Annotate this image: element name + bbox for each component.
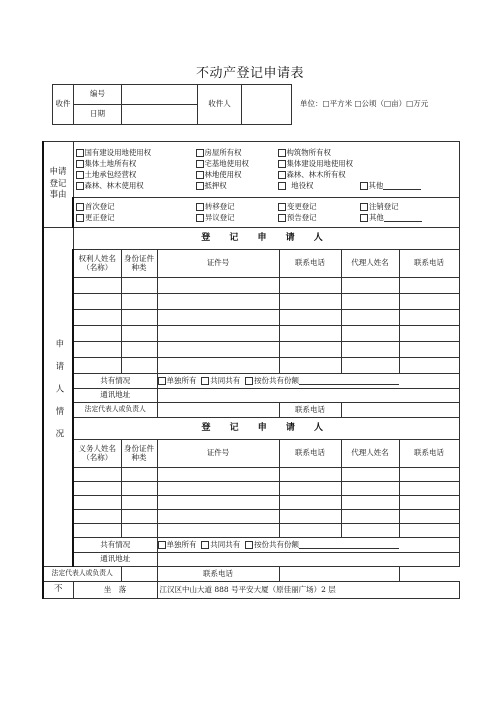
phone-label: 联系电话 bbox=[157, 567, 279, 582]
legal-rep-field[interactable] bbox=[157, 403, 279, 418]
cell[interactable] bbox=[73, 524, 121, 538]
cell[interactable] bbox=[73, 496, 121, 510]
col-header: 代理人姓名 bbox=[341, 440, 399, 468]
legal-rep-label: 法定代表人或负责人 bbox=[43, 567, 121, 582]
right-option[interactable]: 林地使用权 bbox=[194, 170, 276, 181]
right-option[interactable]: 土地承包经营权 bbox=[74, 170, 194, 181]
cell[interactable] bbox=[73, 310, 121, 326]
cell[interactable] bbox=[341, 510, 399, 524]
cell[interactable] bbox=[157, 342, 279, 358]
cell[interactable] bbox=[341, 326, 399, 342]
shared-label: 共有情况 bbox=[73, 538, 157, 553]
col-header: 代理人姓名 bbox=[341, 250, 399, 278]
col-header: 联系电话 bbox=[279, 250, 341, 278]
table-row bbox=[43, 310, 459, 326]
cell[interactable] bbox=[341, 468, 399, 482]
right-option[interactable]: 森林、林木所有权 bbox=[276, 170, 459, 181]
shared-option[interactable]: 共同共有 bbox=[201, 540, 240, 549]
cell[interactable] bbox=[399, 468, 459, 482]
phone-field[interactable] bbox=[279, 567, 399, 582]
cell[interactable] bbox=[73, 358, 121, 374]
legal-rep-field[interactable] bbox=[121, 567, 157, 582]
cell[interactable] bbox=[73, 468, 121, 482]
cell[interactable] bbox=[399, 294, 459, 310]
right-option[interactable]: 森林、林木使用权 bbox=[74, 181, 194, 192]
address-field[interactable] bbox=[157, 389, 459, 403]
phone-field[interactable] bbox=[341, 403, 459, 418]
cell[interactable] bbox=[279, 496, 341, 510]
shared-option[interactable]: 单独所有 bbox=[158, 540, 197, 549]
right-option[interactable]: 房屋所有权 bbox=[194, 148, 276, 159]
col-header: 身份证件种类 bbox=[121, 440, 157, 468]
table-row bbox=[43, 468, 459, 482]
cell[interactable] bbox=[73, 326, 121, 342]
cell[interactable] bbox=[73, 294, 121, 310]
col-header: 证件号 bbox=[157, 440, 279, 468]
registration-type-grid bbox=[74, 202, 459, 224]
cell[interactable] bbox=[73, 482, 121, 496]
cell[interactable] bbox=[157, 468, 279, 482]
receiver-person-label: 收件人 bbox=[198, 85, 242, 125]
cell[interactable] bbox=[399, 278, 459, 294]
type-option-other[interactable]: 其他 bbox=[358, 213, 459, 224]
cell[interactable] bbox=[121, 294, 157, 310]
date-field[interactable] bbox=[122, 105, 198, 125]
receiver-person-field[interactable] bbox=[242, 85, 292, 125]
cell[interactable] bbox=[121, 510, 157, 524]
cell[interactable] bbox=[121, 496, 157, 510]
cell[interactable] bbox=[341, 278, 399, 294]
col-header: 联系电话 bbox=[279, 440, 341, 468]
cell[interactable] bbox=[121, 326, 157, 342]
right-option[interactable]: 地役权 bbox=[276, 181, 358, 192]
type-option[interactable]: 异议登记 bbox=[194, 213, 276, 224]
cell[interactable] bbox=[279, 358, 341, 374]
table-row bbox=[43, 524, 459, 538]
right-option[interactable]: 构筑物所有权 bbox=[276, 148, 459, 159]
cell[interactable] bbox=[399, 510, 459, 524]
legal-rep-label: 法定代表人或负责人 bbox=[73, 403, 157, 418]
right-type-grid bbox=[74, 148, 459, 192]
right-option[interactable]: 集体建设用地使用权 bbox=[276, 159, 459, 170]
number-field[interactable] bbox=[122, 85, 198, 105]
col-header: 联系电话 bbox=[399, 440, 459, 468]
cell[interactable] bbox=[121, 358, 157, 374]
col-header: 权利人姓名（名称） bbox=[73, 250, 121, 278]
cell[interactable] bbox=[157, 294, 279, 310]
cell[interactable] bbox=[73, 510, 121, 524]
cell[interactable] bbox=[157, 510, 279, 524]
cell[interactable] bbox=[121, 524, 157, 538]
right-option[interactable]: 集体土地所有权 bbox=[74, 159, 194, 170]
cell[interactable] bbox=[341, 294, 399, 310]
shared-label: 共有情况 bbox=[73, 374, 157, 389]
cell[interactable] bbox=[279, 524, 341, 538]
col-header: 义务人姓名（名称） bbox=[73, 440, 121, 468]
cell[interactable] bbox=[157, 496, 279, 510]
cell[interactable] bbox=[341, 310, 399, 326]
receiver-label: 收件 bbox=[53, 85, 74, 125]
cell[interactable] bbox=[341, 482, 399, 496]
table-row bbox=[43, 326, 459, 342]
location-label: 坐 落 bbox=[73, 582, 157, 599]
cell[interactable] bbox=[341, 342, 399, 358]
cell[interactable] bbox=[399, 496, 459, 510]
right-option-other[interactable]: 其他 bbox=[358, 181, 459, 192]
cell[interactable] bbox=[399, 482, 459, 496]
type-option[interactable]: 注销登记 bbox=[358, 202, 459, 213]
table-row bbox=[43, 278, 459, 294]
cell[interactable] bbox=[399, 326, 459, 342]
right-option[interactable]: 宅基地使用权 bbox=[194, 159, 276, 170]
shared-option[interactable]: 单独所有 bbox=[158, 376, 197, 385]
type-option[interactable]: 预告登记 bbox=[276, 213, 358, 224]
cell[interactable] bbox=[121, 278, 157, 294]
cell[interactable] bbox=[279, 510, 341, 524]
property-side-label: 不 bbox=[43, 582, 73, 599]
application-form bbox=[42, 141, 460, 599]
cell[interactable] bbox=[279, 294, 341, 310]
receipt-table bbox=[52, 84, 292, 125]
cell[interactable] bbox=[399, 342, 459, 358]
section-header-rights: 登 记 申 请 人 bbox=[73, 228, 459, 250]
cell[interactable] bbox=[157, 482, 279, 496]
cell[interactable] bbox=[279, 342, 341, 358]
table-row bbox=[43, 358, 459, 374]
table-row bbox=[43, 510, 459, 524]
shared-option[interactable]: 按份共有份额 bbox=[245, 376, 299, 385]
cell[interactable] bbox=[341, 496, 399, 510]
table-row bbox=[43, 342, 459, 358]
col-header: 身份证件种类 bbox=[121, 250, 157, 278]
cell[interactable] bbox=[279, 468, 341, 482]
type-option[interactable]: 变更登记 bbox=[276, 202, 358, 213]
cell[interactable] bbox=[157, 278, 279, 294]
cell[interactable] bbox=[157, 524, 279, 538]
address-field[interactable] bbox=[157, 553, 459, 567]
shared-options bbox=[157, 374, 459, 389]
cell[interactable] bbox=[157, 326, 279, 342]
applicant-side-label: 申请人情况 bbox=[43, 228, 73, 567]
shared-option[interactable]: 按份共有份额 bbox=[245, 540, 299, 549]
cell[interactable] bbox=[279, 326, 341, 342]
cell[interactable] bbox=[399, 358, 459, 374]
table-row bbox=[43, 496, 459, 510]
cell[interactable] bbox=[121, 482, 157, 496]
address-label: 通讯地址 bbox=[73, 553, 157, 567]
unit-selector[interactable]: 单位：□平方米 □公顷（□亩）□万元 bbox=[300, 99, 429, 108]
type-option[interactable]: 转移登记 bbox=[194, 202, 276, 213]
page-title: 不动产登记申请表 bbox=[195, 66, 304, 81]
table-row bbox=[43, 294, 459, 310]
col-header: 联系电话 bbox=[399, 250, 459, 278]
location-value[interactable]: 江汉区中山大道 888 号平安大厦（原佳丽广场）2 层 bbox=[157, 582, 459, 599]
cell[interactable] bbox=[279, 278, 341, 294]
type-option[interactable]: 更正登记 bbox=[74, 213, 194, 224]
date-label: 日期 bbox=[74, 105, 122, 125]
cell[interactable] bbox=[399, 524, 459, 538]
shared-options bbox=[157, 538, 459, 553]
cell[interactable] bbox=[73, 278, 121, 294]
reason-label: 申请登记事由 bbox=[43, 142, 73, 228]
cell[interactable] bbox=[279, 482, 341, 496]
number-label: 编号 bbox=[74, 85, 122, 105]
cell[interactable] bbox=[73, 342, 121, 358]
address-label: 通讯地址 bbox=[73, 389, 157, 403]
cell[interactable] bbox=[121, 342, 157, 358]
section-header-obligations: 登 记 申 请 人 bbox=[73, 418, 459, 440]
right-option[interactable]: 抵押权 bbox=[194, 181, 276, 192]
right-option[interactable]: 国有建设用地使用权 bbox=[74, 148, 194, 159]
cell[interactable] bbox=[341, 524, 399, 538]
cell[interactable] bbox=[121, 468, 157, 482]
cell[interactable] bbox=[121, 310, 157, 326]
cell[interactable] bbox=[341, 358, 399, 374]
cell[interactable] bbox=[279, 310, 341, 326]
cell[interactable] bbox=[157, 358, 279, 374]
table-row bbox=[43, 482, 459, 496]
shared-option[interactable]: 共同共有 bbox=[201, 376, 240, 385]
cell[interactable] bbox=[157, 310, 279, 326]
cell[interactable] bbox=[399, 310, 459, 326]
type-option[interactable]: 首次登记 bbox=[74, 202, 194, 213]
phone-label: 联系电话 bbox=[279, 403, 341, 418]
col-header: 证件号 bbox=[157, 250, 279, 278]
